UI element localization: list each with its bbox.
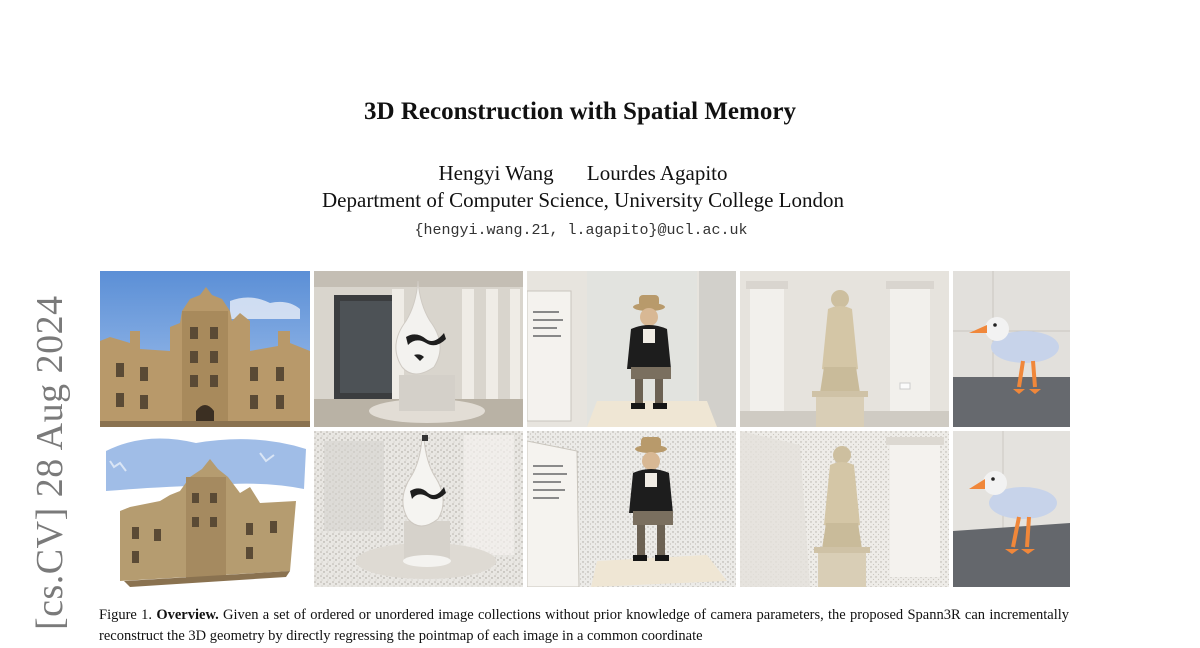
reconstruction-seated-figure — [527, 431, 736, 587]
caption-heading: Overview. — [156, 607, 219, 623]
reconstruction-college — [100, 431, 310, 587]
figure-caption — [99, 605, 1069, 647]
reconstruction-vase — [314, 431, 523, 587]
author-name: Hengyi Wang — [438, 161, 554, 185]
input-image-vase — [314, 271, 523, 427]
arxiv-stamp: [cs.CV] 28 Aug 2024 — [29, 295, 71, 630]
author-name: Lourdes Agapito — [586, 161, 728, 185]
affiliation: Department of Computer Science, University College London — [322, 188, 844, 212]
paper-title: 3D Reconstruction with Spatial Memory — [364, 98, 796, 125]
author-emails: {hengyi.wang.21, l.agapito}@ucl.ac.uk — [414, 222, 748, 239]
caption-text-line-2: Spann3R can incrementally reconstruct the 3D geometry by directly regressing the pointmap of each image in a common coordinate — [99, 607, 1070, 644]
input-image-statue — [740, 271, 949, 427]
input-image-seagull — [953, 271, 1070, 427]
reconstruction-statue — [740, 431, 949, 587]
overview-figure — [100, 271, 1070, 587]
author-list — [0, 161, 1166, 186]
caption-text-line-1: Given a set of ordered or unordered image collections without prior knowledge of camera parameters, the proposed — [223, 607, 904, 623]
input-image-college — [100, 271, 310, 427]
reconstruction-seagull — [953, 431, 1070, 587]
caption-label: Figure 1. — [99, 607, 153, 623]
input-image-seated-figure — [527, 271, 736, 427]
